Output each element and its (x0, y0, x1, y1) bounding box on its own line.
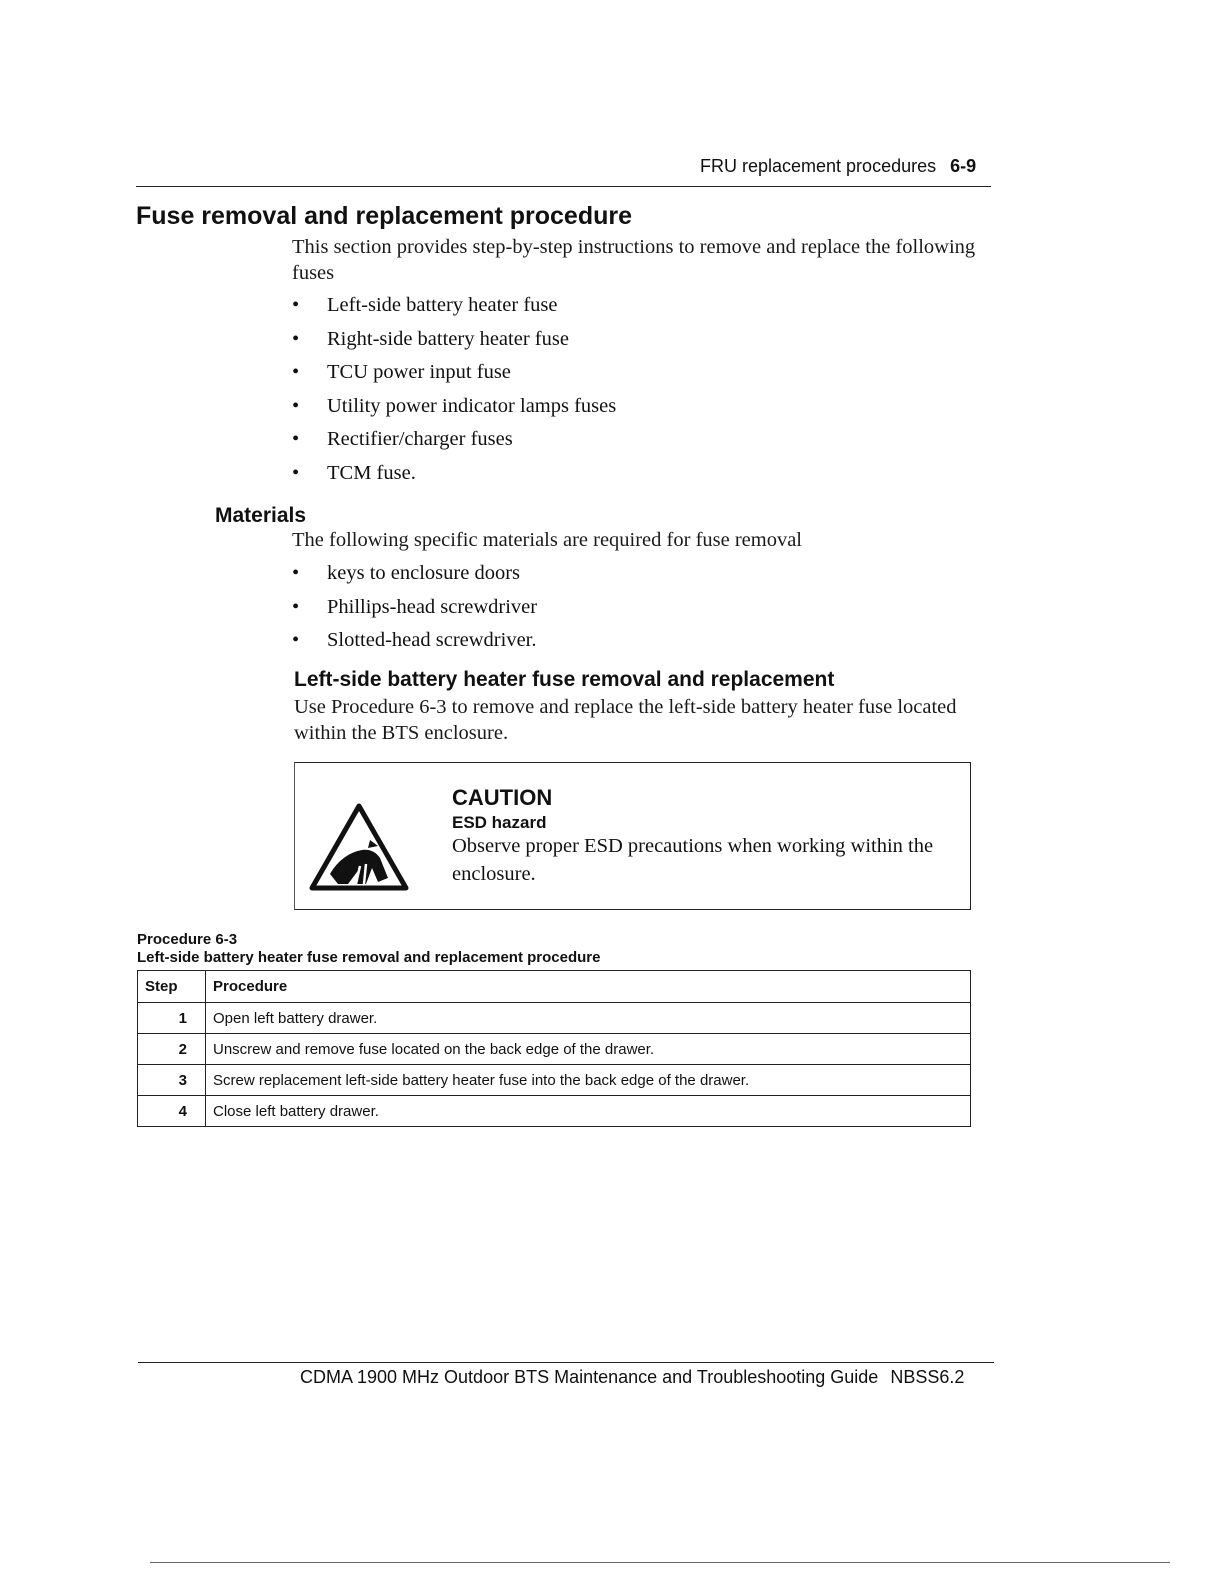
fuse-item-label: Right-side battery heater fuse (327, 327, 569, 350)
page-footer (300, 1367, 964, 1388)
list-item (292, 594, 537, 628)
bullet-icon: • (292, 361, 300, 383)
bullet-icon: • (292, 428, 300, 450)
bullet-icon: • (292, 629, 300, 651)
header-rule (136, 186, 991, 187)
table-row (138, 1065, 971, 1096)
bullet-icon: • (292, 294, 300, 316)
scan-edge-rule (150, 1562, 1170, 1563)
subsection-heading: Left-side battery heater fuse removal and replacement (294, 668, 835, 691)
list-item (292, 393, 616, 427)
fuse-item-label: TCM fuse. (327, 461, 416, 484)
footer-code: NBSS6.2 (890, 1367, 965, 1387)
fuse-item-label: TCU power input fuse (327, 361, 511, 383)
step-number: 2 (138, 1034, 206, 1065)
column-header-procedure: Procedure (206, 971, 971, 1003)
bullet-icon: • (292, 394, 300, 417)
procedure-title: Left-side battery heater fuse removal and replacement procedure (137, 949, 601, 966)
caution-text: Observe proper ESD precautions when working within the enclosure. (452, 835, 934, 885)
step-text: Open left battery drawer. (206, 1003, 971, 1034)
bullet-icon: • (292, 327, 300, 350)
column-header-step: Step (138, 971, 206, 1003)
step-number: 4 (138, 1096, 206, 1127)
header-section-name: FRU replacement procedures (700, 156, 937, 176)
table-row (138, 1003, 971, 1034)
table-header-row (138, 971, 971, 1003)
bullet-icon: • (292, 595, 300, 618)
list-item (292, 359, 616, 393)
material-item-label: Slotted-head screwdriver. (327, 629, 537, 651)
section-intro: This section provides step-by-step instructions to remove and replace the following fuses (292, 236, 976, 284)
list-item (292, 627, 537, 661)
procedure-number: Procedure 6-3 (137, 931, 238, 948)
step-text: Unscrew and remove fuse located on the back edge of the drawer. (206, 1034, 971, 1065)
step-number: 3 (138, 1065, 206, 1096)
step-text: Screw replacement left-side battery heater fuse into the back edge of the drawer. (206, 1065, 971, 1096)
material-item-label: keys to enclosure doors (327, 562, 520, 584)
fuse-item-label: Utility power indicator lamps fuses (327, 394, 617, 417)
fuse-item-label: Rectifier/charger fuses (327, 428, 513, 450)
fuse-list (292, 292, 616, 493)
table-row (138, 1034, 971, 1065)
header-page-number: 6-9 (950, 156, 977, 176)
list-item (292, 292, 616, 326)
step-text: Close left battery drawer. (206, 1096, 971, 1127)
bullet-icon: • (292, 461, 300, 484)
step-number: 1 (138, 1003, 206, 1034)
list-item (292, 560, 537, 594)
materials-list (292, 560, 537, 661)
fuse-item-label: Left-side battery heater fuse (327, 294, 558, 316)
footer-rule (138, 1362, 994, 1363)
caution-subtitle: ESD hazard (452, 813, 547, 832)
material-item-label: Phillips-head screwdriver (327, 595, 538, 618)
list-item (292, 460, 616, 494)
section-title: Fuse removal and replacement procedure (136, 202, 633, 230)
materials-heading: Materials (215, 504, 307, 527)
table-row (138, 1096, 971, 1127)
esd-warning-icon (308, 800, 410, 892)
running-header (700, 156, 976, 177)
footer-title: CDMA 1900 MHz Outdoor BTS Maintenance and Troubleshooting Guide (300, 1367, 879, 1387)
materials-intro: The following specific materials are required for fuse removal (292, 529, 803, 551)
list-item (292, 426, 616, 460)
bullet-icon: • (292, 562, 300, 584)
procedure-table (137, 970, 971, 1127)
subsection-text: Use Procedure 6-3 to remove and replace the left-side battery heater fuse located within the BTS enclosure. (294, 696, 957, 744)
caution-title: CAUTION (452, 785, 553, 810)
list-item (292, 326, 616, 360)
